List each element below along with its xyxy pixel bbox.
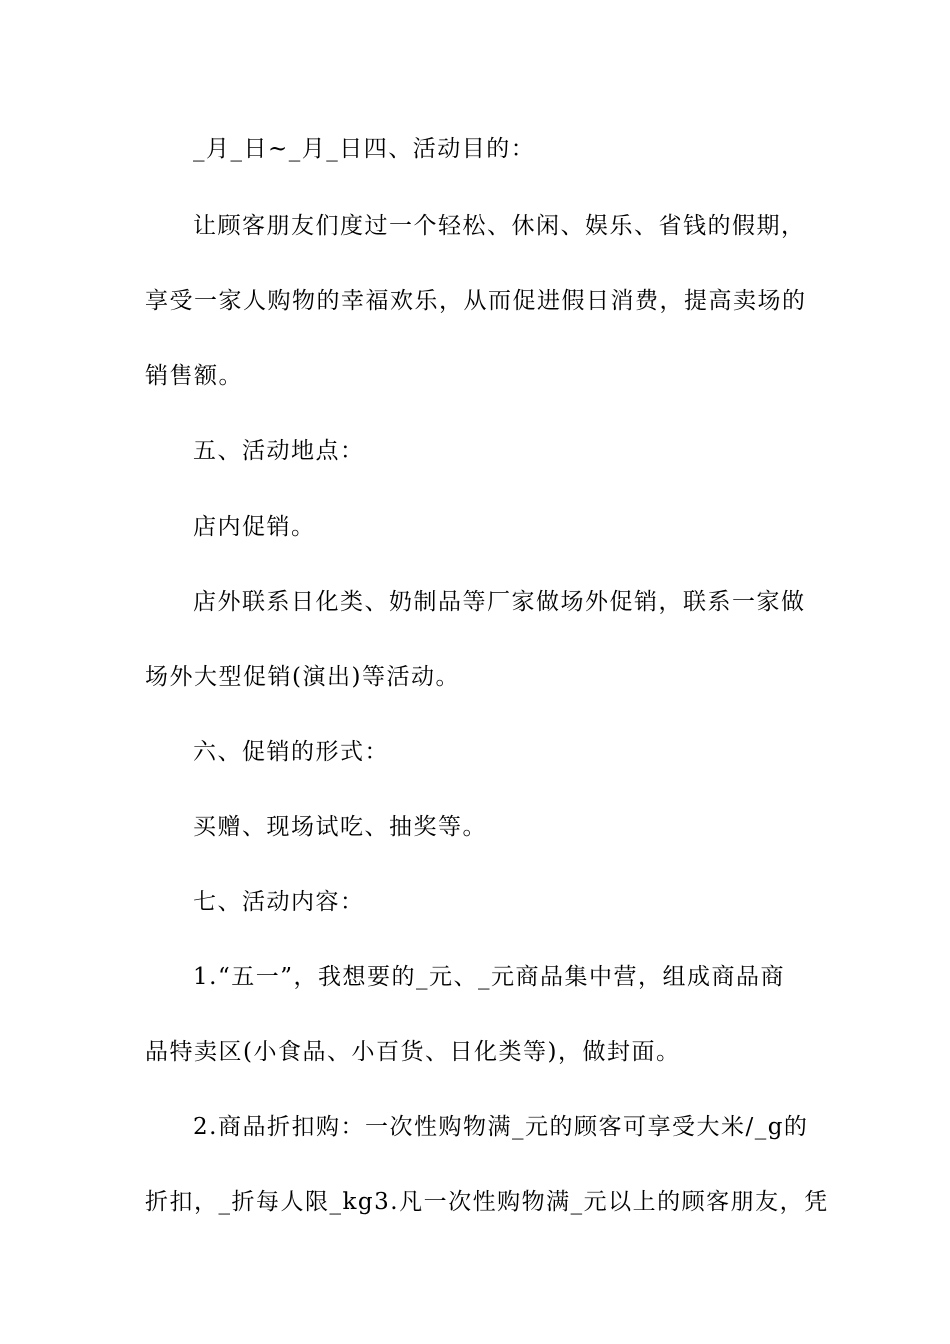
text-line-location-3: 场外大型促销(演出)等活动。: [145, 664, 460, 690]
text-line-content-3: 2.商品折扣购：一次性购物满_元的顾客可享受大米/_g的: [193, 1114, 809, 1140]
section-heading-promo-form: 六、促销的形式：: [193, 739, 389, 765]
text-line-content-4: 折扣，_折每人限_kg3.凡一次性购物满_元以上的顾客朋友，凭: [145, 1189, 829, 1215]
text-line-purpose-1: 让顾客朋友们度过一个轻松、休闲、娱乐、省钱的假期，: [193, 213, 806, 239]
text-line-purpose-3: 销售额。: [145, 363, 243, 389]
text-line-dates-purpose-heading: _月_日~_月_日四、活动目的：: [193, 136, 536, 162]
text-line-content-1: 1.“五一”，我想要的_元、_元商品集中营，组成商品商: [193, 964, 785, 990]
section-heading-location: 五、活动地点：: [193, 438, 365, 464]
text-line-location-2: 店外联系日化类、奶制品等厂家做场外促销，联系一家做: [193, 589, 806, 615]
text-line-content-2: 品特卖区(小食品、小百货、日化类等)，做封面。: [145, 1039, 681, 1065]
text-line-location-1: 店内促销。: [193, 514, 316, 540]
section-heading-content: 七、活动内容：: [193, 889, 365, 915]
text-line-promo-form: 买赠、现场试吃、抽奖等。: [193, 814, 487, 840]
text-line-purpose-2: 享受一家人购物的幸福欢乐，从而促进假日消费，提高卖场的: [145, 288, 807, 314]
